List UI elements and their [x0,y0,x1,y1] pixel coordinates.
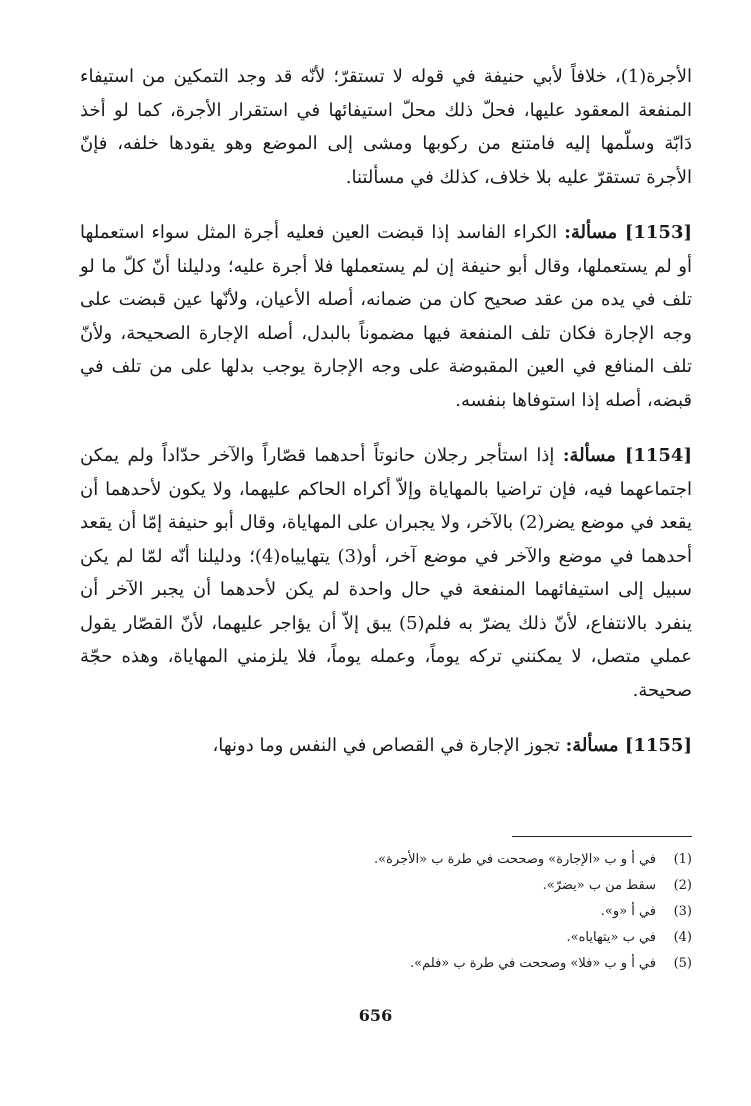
paragraph-1155 [80,729,692,763]
footnote-text: في ب «يتهاياه». [566,930,656,945]
footnote-text: سقط من ب «يضرّ». [542,878,656,893]
footnote-item [132,925,692,951]
footnote-item [132,847,692,873]
footnote-text: في أ و ب «فلا» وصححت في طرة ب «فلم». [410,956,656,971]
footnotes [132,847,692,977]
paragraph-1154 [80,439,692,707]
issue-label-1153: [1153] مسألة: [564,222,693,243]
footnote-text: في أ «و». [600,904,656,919]
footnote-separator [512,836,692,837]
paragraph-text: الأجرة(1)، خلافاً لأبي حنيفة في قوله لا تستقرّ؛ لأنّه قد وجد التمكين من استيفاء المنفعة المعقود عليها، فحلّ ذلك محلّ استيفائها في استقرار الأجرة، كما لو أخذ دَابّة وسلّمها إليه فامتنع من ركوبها ومشى إلى الموضع وهو يقودها خلفه، فإنّ الأجرة تستقرّ عليه بلا خلاف، كذلك في مسألتنا. [80,66,692,188]
footnote-number: (2) [673,878,692,893]
footnote-item [132,899,692,925]
footnote-item [132,873,692,899]
page-number: 656 [358,1006,393,1025]
issue-label-1154: [1154] مسألة: [562,445,692,466]
paragraph-text: تجوز الإجارة في القصاص في النفس وما دونها، [212,735,560,756]
footnote-item [132,951,692,977]
footnote-number: (1) [673,852,692,867]
page-body [80,60,692,785]
footnote-text: في أ و ب «الإجارة» وصححت في طرة ب «الأجرة». [374,852,656,867]
footnote-number: (5) [673,956,692,971]
footnote-number: (4) [673,930,692,945]
paragraph-1153 [80,216,692,417]
issue-label-1155: [1155] مسألة: [565,735,692,756]
footnote-number: (3) [673,904,692,919]
paragraph-1 [80,60,692,194]
paragraph-text: إذا استأجر رجلان حانوتاً أحدهما قصّاراً والآخر حدّاداً ولم يمكن اجتماعهما فيه، فإن تراضيا بالمهاياة وإلاّ أكراه الحاكم عليهما، ولا يكون لأحدهما أن يقعد في موضع يضر(2) بالآخر، ولا يجبران على المهاياة، وقال أبو حنيفة إمّا أن يقعد أحدهما في موضع والآخر في موضع آخر، أو(3) يتهايياه(4)؛ ودليلنا أنّه لمّا لم يكن سبيل إلى استيفائهما المنفعة في حال واحدة لم يكن لأحدهما أن يجبر الآخر أن ينفرد بالانتفاع، لأنّ ذلك يضرّ به فلم(5) يبق إلاّ أن يؤاجر عليهما، لأنّ القصّار يقول عملي متصل، لا يمكنني تركه يوماً، وعمله يوماً، فلا يلزمني المهاياة، وهذه حجّة صحيحة. [80,445,692,701]
paragraph-text: الكراء الفاسد إذا قبضت العين فعليه أجرة المثل سواء استعملها أو لم يستعملها، وقال أبو حنيفة إن لم يستعملها فلا أجرة عليه؛ ودليلنا أنّ كلّ ما لو تلف في يده من عقد صحيح كان من ضمانه، أصله الأعيان، ولأنّها عين قبضت على وجه الإجارة فكان تلف المنفعة فيها مضموناً بالبدل، أصله الإجارة الصحيحة، ولأنّ تلف المنافع في العين المقبوضة على وجه الإجارة يوجب بدلها على من تلف في قبضه، أصله إذا استوفاها بنفسه. [80,222,692,411]
